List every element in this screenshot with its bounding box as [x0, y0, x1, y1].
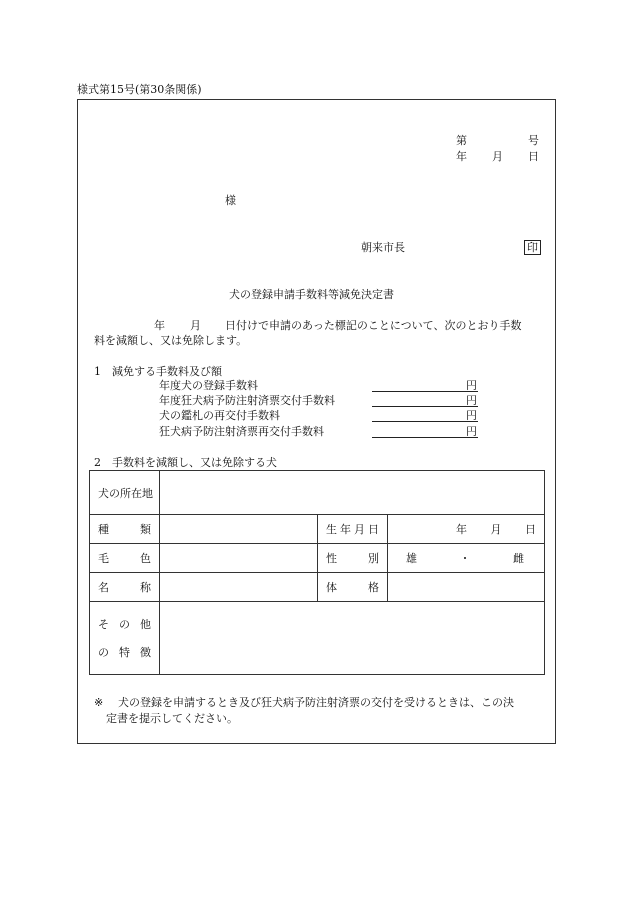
table-row	[90, 544, 545, 573]
table-row	[90, 602, 545, 675]
address-label: 犬の所在地	[90, 471, 160, 515]
fee-item-1: 年度犬の登録手数料	[159, 379, 258, 392]
fee-item-4: 狂犬病予防注射済票再交付手数料	[159, 425, 324, 438]
sex-female: 雌	[513, 552, 525, 565]
number-prefix: 第	[456, 134, 467, 147]
dog-name-label: 名 称	[90, 573, 160, 602]
sex-male: 雄	[406, 552, 417, 565]
address-value	[160, 471, 545, 515]
fee-unit-3: 円	[466, 409, 477, 422]
coat-color-label: 毛 色	[90, 544, 160, 573]
addressee-suffix: 様	[225, 194, 236, 207]
table-row	[90, 573, 545, 602]
section1-heading: 1 減免する手数料及び額	[94, 365, 222, 378]
fee-item-3: 犬の鑑札の再交付手数料	[159, 409, 280, 422]
intro-text-line1: 日付けで申請のあった標記のことについて、次のとおり手数	[225, 319, 522, 332]
dog-name-value	[160, 573, 318, 602]
note-mark: ※	[94, 696, 104, 709]
breed-label: 種 類	[90, 515, 160, 544]
fee-item-2: 年度狂犬病予防注射済票交付手数料	[159, 394, 335, 407]
form-label: 様式第15号(第30条関係)	[77, 83, 202, 96]
issuer-name: 朝来市長	[361, 241, 405, 254]
other-features-label: そ の 他 の 特 徴	[90, 602, 160, 675]
table-row	[90, 515, 545, 544]
number-suffix: 号	[528, 134, 539, 147]
sex-label: 性 別	[318, 544, 388, 573]
note-line1: 犬の登録を申請するとき及び狂犬病予防注射済票の交付を受けるときは、この決	[118, 696, 514, 709]
document-title: 犬の登録申請手数料等減免決定書	[229, 288, 394, 301]
coat-color-value	[160, 544, 318, 573]
fee-unit-4: 円	[466, 425, 477, 438]
birth-date-value: 年 月 日	[388, 515, 545, 544]
other-features-value	[160, 602, 545, 675]
fee-amount-line-2	[372, 406, 478, 407]
fee-unit-2: 円	[466, 394, 477, 407]
date-year: 年	[456, 150, 467, 163]
sex-options: 雄 ・ 雌	[388, 544, 545, 573]
date-day: 日	[528, 150, 539, 163]
fee-amount-line-3	[372, 421, 478, 422]
build-value	[388, 573, 545, 602]
section2-heading: 2 手数料を減額し、又は免除する犬	[94, 456, 277, 469]
fee-amount-line-1	[372, 391, 478, 392]
dog-info-table	[89, 470, 545, 675]
birth-date-label: 生 年 月 日	[318, 515, 388, 544]
date-month: 月	[492, 150, 503, 163]
intro-month: 月	[190, 319, 201, 332]
intro-text-line2: 料を減額し、又は免除します。	[94, 334, 248, 347]
build-label: 体 格	[318, 573, 388, 602]
seal-mark: 印	[524, 240, 541, 255]
intro-year: 年	[154, 319, 165, 332]
fee-unit-1: 円	[466, 379, 477, 392]
fee-amount-line-4	[372, 437, 478, 438]
breed-value	[160, 515, 318, 544]
table-row	[90, 471, 545, 515]
note-line2: 定書を提示してください。	[106, 712, 238, 725]
